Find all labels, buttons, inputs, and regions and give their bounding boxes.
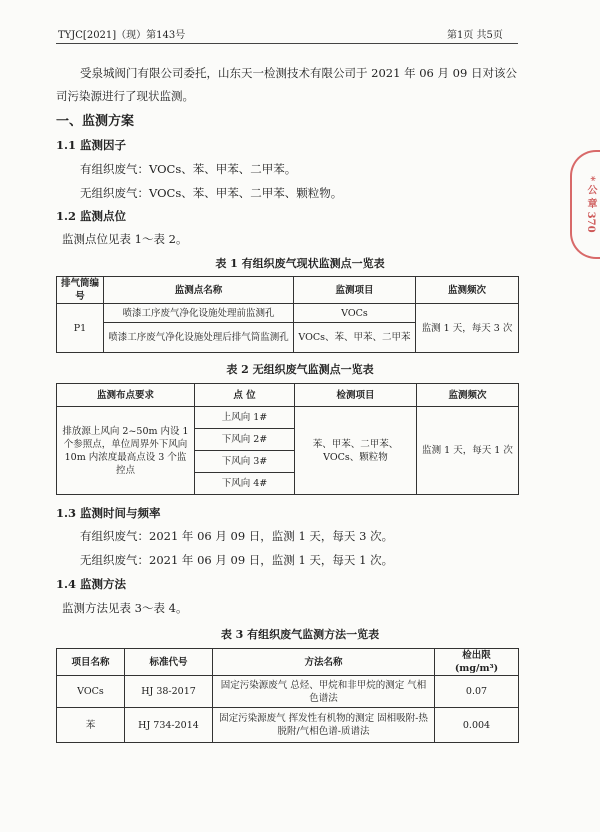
factors-organized: 有组织废气：VOCs、苯、甲苯、二甲苯。 (80, 162, 297, 176)
methods-reference: 监测方法见表 3～表 4。 (62, 601, 188, 615)
table2-point: 下风向 3# (195, 451, 295, 473)
table1-header: 监测频次 (416, 277, 519, 304)
table2-header: 监测布点要求 (57, 384, 195, 407)
table1-header: 监测项目 (294, 277, 416, 304)
table2-items: 苯、甲苯、二甲苯、VOCs、颗粒物 (295, 407, 417, 495)
table1-caption: 表 1 有组织废气现状监测点一览表 (215, 257, 385, 270)
factors-unorganized: 无组织废气：VOCs、苯、甲苯、二甲苯、颗粒物。 (80, 186, 343, 200)
heading-1-1: 1.1 监测因子 (56, 138, 127, 152)
table2-point: 下风向 2# (195, 429, 295, 451)
table3-cell: 0.07 (435, 676, 519, 708)
time-unorganized: 无组织废气：2021 年 06 月 09 日，监测 1 天，每天 1 次。 (80, 553, 394, 567)
table3 (56, 648, 519, 743)
table3-cell: 0.004 (435, 708, 519, 743)
limit-unit: (mg/m³) (454, 663, 499, 674)
table2-header: 监测频次 (417, 384, 519, 407)
heading-1-3: 1.3 监测时间与频率 (56, 506, 161, 520)
table3-cell: HJ 38-2017 (125, 676, 213, 708)
table3-header: 方法名称 (213, 649, 435, 676)
heading-1-4: 1.4 监测方法 (56, 577, 127, 591)
table2-point: 上风向 1# (195, 407, 295, 429)
intro-line-2: 司污染源进行了现状监测。 (56, 89, 194, 103)
table3-cell: 固定污染源废气 挥发性有机物的测定 固相吸附-热脱附/气相色谱-质谱法 (213, 708, 435, 743)
time-organized: 有组织废气：2021 年 06 月 09 日，监测 1 天，每天 3 次。 (80, 529, 394, 543)
section-title: 一、监测方案 (56, 114, 135, 129)
table1 (56, 276, 519, 353)
table1-frequency: 监测 1 天，每天 3 次 (416, 304, 519, 353)
header-rule (56, 43, 518, 44)
table3-header: 标准代号 (125, 649, 213, 676)
table2-frequency: 监测 1 天，每天 1 次 (417, 407, 519, 495)
limit-label: 检出限 (462, 650, 491, 661)
table3-cell: 固定污染源废气 总烃、甲烷和非甲烷的测定 气相色谱法 (213, 676, 435, 708)
table2-caption: 表 2 无组织废气监测点一览表 (226, 363, 374, 376)
table2-requirement: 排放源上风向 2~50m 内设 1 个参照点，单位周界外下风向 10m 内浓度最高点设 3 个监控点 (57, 407, 195, 495)
table1-cell: 喷漆工序废气净化设施处理前监测孔 (104, 304, 294, 323)
table1-header: 排气筒编号 (57, 277, 104, 304)
table1-cell: VOCs (294, 304, 416, 323)
table2 (56, 383, 519, 495)
table3-header: 项目名称 (57, 649, 125, 676)
table3-cell: VOCs (57, 676, 125, 708)
table2-point: 下风向 4# (195, 473, 295, 495)
table3-header-limit (435, 649, 519, 676)
points-reference: 监测点位见表 1～表 2。 (62, 232, 188, 246)
official-seal: * 公 章 370 (570, 150, 600, 259)
table3-caption: 表 3 有组织废气监测方法一览表 (220, 628, 380, 641)
heading-1-2: 1.2 监测点位 (56, 209, 127, 223)
table2-header: 点 位 (195, 384, 295, 407)
table2-header: 检测项目 (295, 384, 417, 407)
table1-header: 监测点名称 (104, 277, 294, 304)
page-info: 第1页 共5页 (447, 30, 503, 41)
document-number: TYJC[2021]（现）第143号 (58, 30, 186, 41)
table1-cell: 喷漆工序废气净化设施处理后排气筒监测孔 (104, 323, 294, 353)
table3-cell: HJ 734-2014 (125, 708, 213, 743)
table1-point: P1 (57, 304, 104, 353)
table1-cell: VOCs、苯、甲苯、二甲苯 (294, 323, 416, 353)
intro-line-1: 受泉城阀门有限公司委托，山东天一检测技术有限公司于 2021 年 06 月 09 日对该公 (80, 66, 517, 80)
table3-cell: 苯 (57, 708, 125, 743)
